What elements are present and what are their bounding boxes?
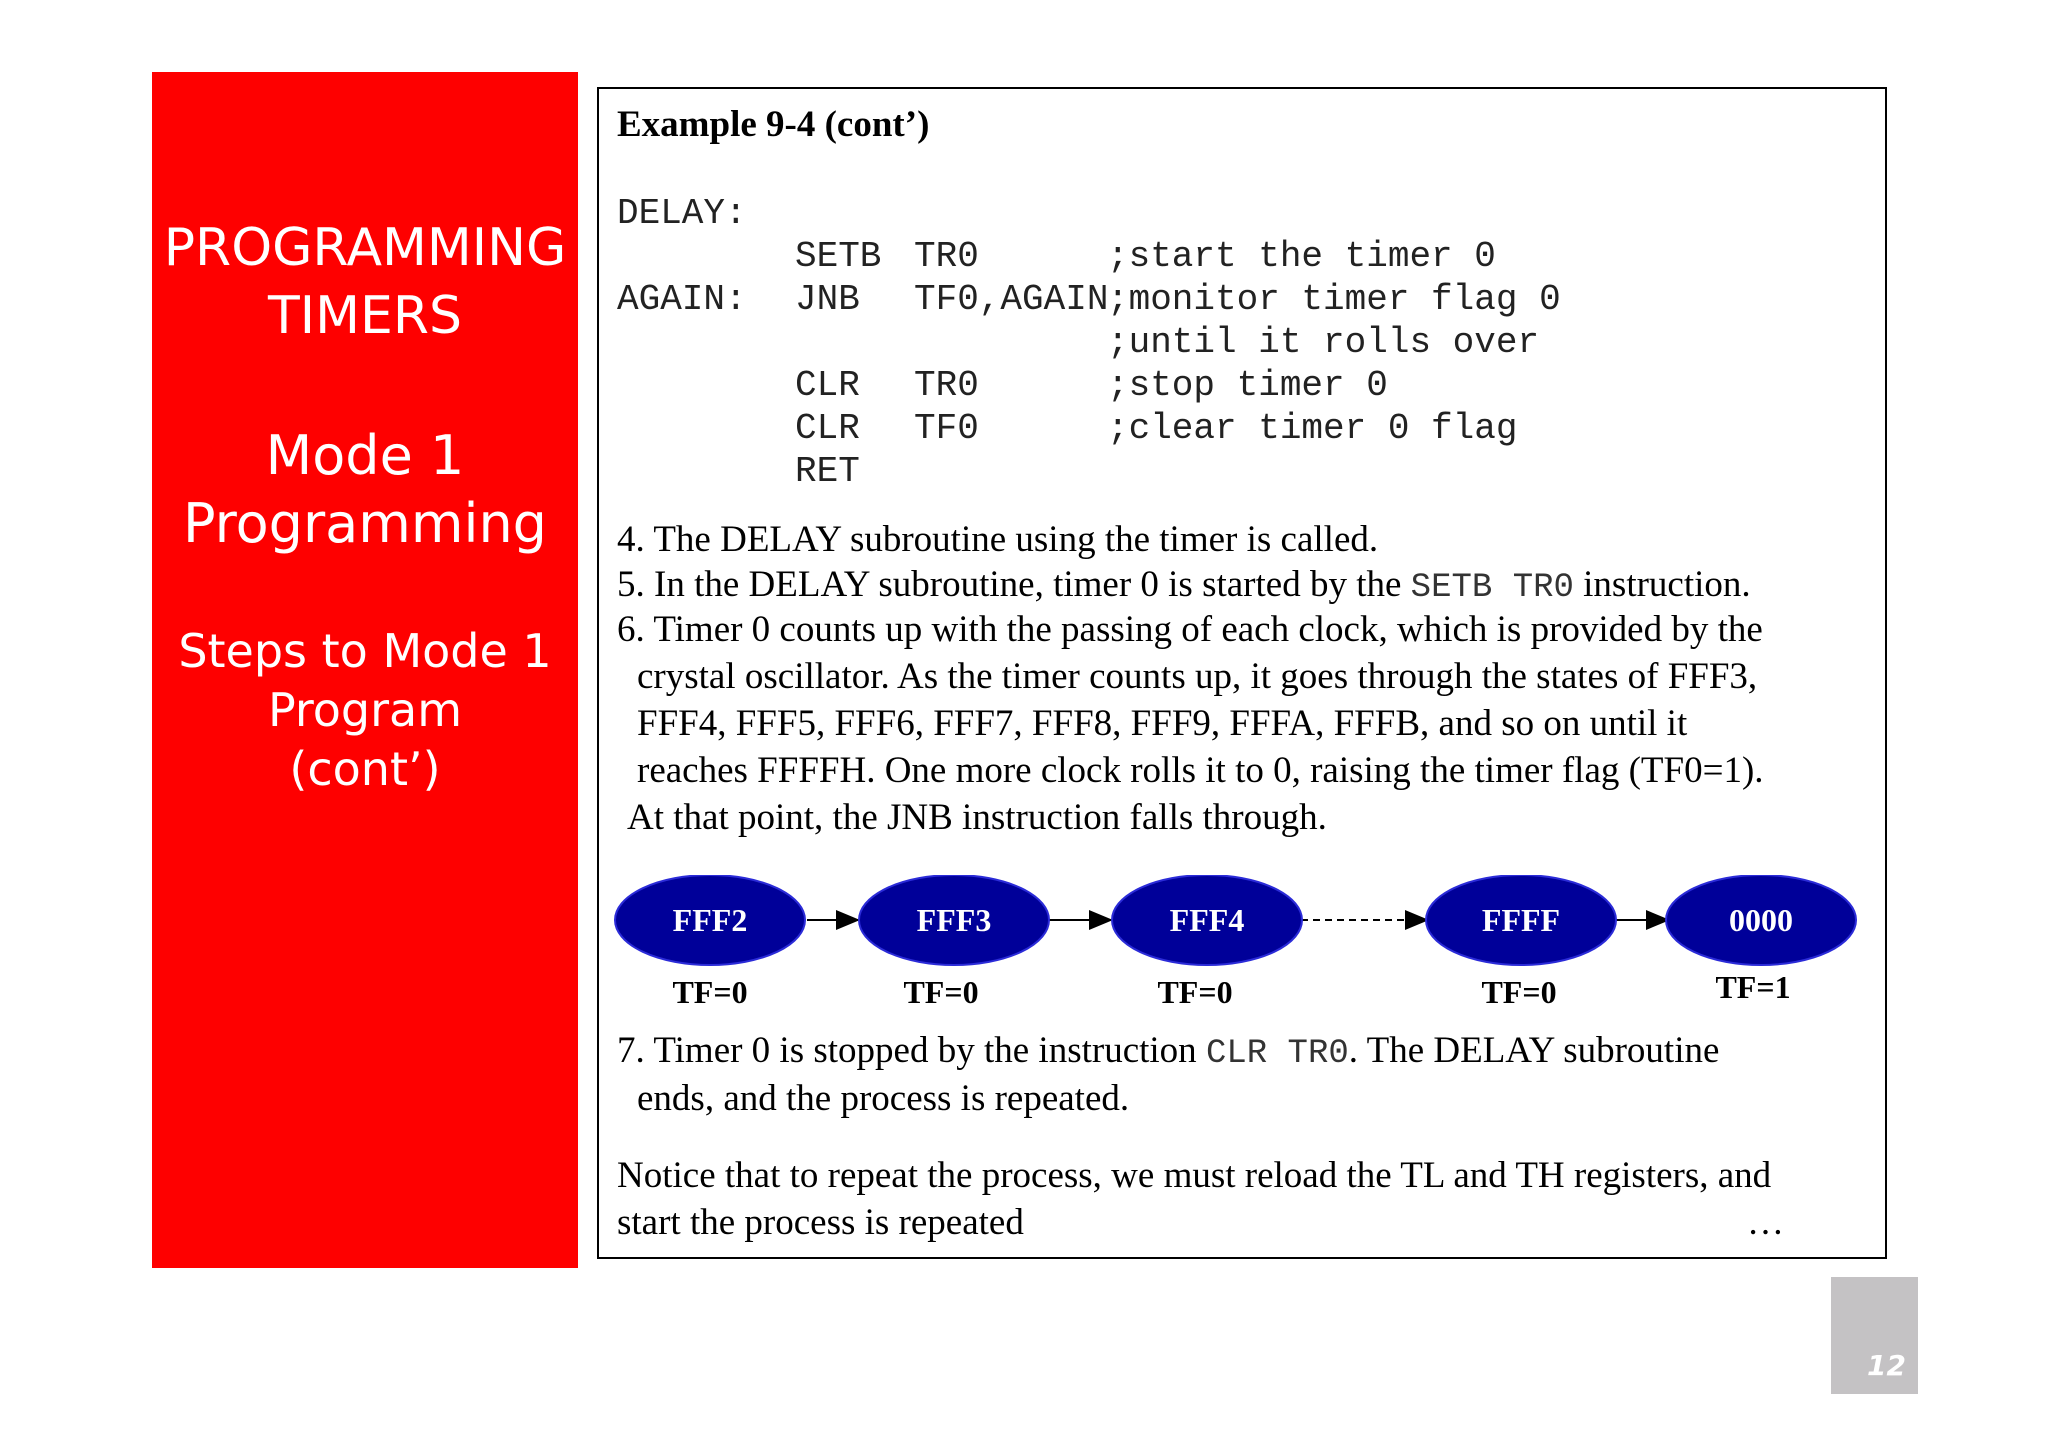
code-line <box>617 192 1897 235</box>
sidebar <box>152 72 578 1268</box>
sidebar-section <box>152 622 578 799</box>
content-box <box>597 87 1887 1259</box>
code-args: TR0 <box>914 236 979 277</box>
state-label: FFF4 <box>1169 902 1245 938</box>
step-5-code: SETB TR0 <box>1410 569 1574 607</box>
state-node <box>1112 875 1302 1010</box>
step-7-text-end: . The DELAY subroutine <box>1348 1030 1720 1071</box>
code-args: TF0,AGAIN <box>914 279 1109 320</box>
code-op: SETB <box>795 236 882 277</box>
code-comment: ;start the timer 0 <box>1107 236 1496 277</box>
timer-state-diagram <box>611 875 1881 1025</box>
code-op: RET <box>795 451 860 492</box>
sidebar-title <box>152 214 578 350</box>
step-7-text: 7. Timer 0 is stopped by the instruction <box>617 1030 1206 1071</box>
step-6-line: crystal oscillator. As the timer counts up, it goes through the states of FFF3, <box>637 656 1758 697</box>
flag-label: TF=0 <box>1481 974 1557 1010</box>
code-line <box>617 321 1897 364</box>
step-5 <box>617 561 1751 612</box>
sidebar-subtitle-line: Mode 1 <box>265 424 465 487</box>
ellipsis: … <box>1747 1202 1784 1243</box>
code-op: JNB <box>795 279 860 320</box>
flag-label: TF=0 <box>903 974 979 1010</box>
code-args: TF0 <box>914 408 979 449</box>
code-comment: ;stop timer 0 <box>1107 365 1388 406</box>
code-line <box>617 450 1897 493</box>
code-line <box>617 235 1897 278</box>
code-label: AGAIN: <box>617 279 747 320</box>
sidebar-subtitle <box>152 422 578 558</box>
step-5-text-end: instruction. <box>1573 564 1751 605</box>
code-comment: ;clear timer 0 flag <box>1107 408 1518 449</box>
state-node <box>1426 875 1616 1010</box>
code-comment: ;until it rolls over <box>1107 322 1540 363</box>
state-label: FFF3 <box>916 902 992 938</box>
example-title: Example 9-4 (cont’) <box>617 104 930 145</box>
notice-line: start the process is repeated <box>617 1202 1024 1243</box>
notice-line: Notice that to repeat the process, we must reload the TL and TH registers, and <box>617 1155 1772 1196</box>
code-op: CLR <box>795 408 860 449</box>
flag-label: TF=0 <box>1157 974 1233 1010</box>
sidebar-title-line: PROGRAMMING <box>163 218 567 278</box>
step-6-line: FFF4, FFF5, FFF6, FFF7, FFF8, FFF9, FFFA, FFFB, and so on until it <box>637 703 1688 744</box>
step-6-line: At that point, the JNB instruction falls through. <box>627 797 1327 838</box>
state-node <box>859 875 1049 1010</box>
code-block <box>617 192 1877 493</box>
step-7-line: ends, and the process is repeated. <box>637 1078 1130 1119</box>
step-7-code: CLR TR0 <box>1205 1035 1349 1073</box>
step-4: 4. The DELAY subroutine using the timer is called. <box>617 519 1379 560</box>
sidebar-section-line: Steps to Mode 1 <box>178 624 552 678</box>
code-line <box>617 364 1897 407</box>
state-label: 0000 <box>1729 902 1793 938</box>
code-line <box>617 278 1897 321</box>
sidebar-title-line: TIMERS <box>268 286 462 346</box>
sidebar-subtitle-line: Programming <box>183 492 547 555</box>
step-6-line: reaches FFFFH. One more clock rolls it to 0, raising the timer flag (TF0=1). <box>637 750 1764 791</box>
state-label: FFF2 <box>672 902 748 938</box>
step-6-line: 6. Timer 0 counts up with the passing of each clock, which is provided by the <box>617 609 1763 650</box>
step-7 <box>617 1027 1719 1078</box>
code-op: CLR <box>795 365 860 406</box>
state-label: FFFF <box>1481 902 1561 938</box>
sidebar-section-line: (cont’) <box>289 742 441 796</box>
code-args: TR0 <box>914 365 979 406</box>
state-node <box>615 875 805 1010</box>
code-line <box>617 407 1897 450</box>
page-number: 12 <box>1831 1277 1918 1394</box>
sidebar-section-line: Program <box>267 683 463 737</box>
flag-label: TF=1 <box>1715 969 1791 1005</box>
step-5-text: 5. In the DELAY subroutine, timer 0 is started by the <box>617 564 1411 605</box>
state-node <box>1666 875 1856 1005</box>
flag-label: TF=0 <box>672 974 748 1010</box>
code-label: DELAY: <box>617 193 747 234</box>
code-comment: ;monitor timer flag 0 <box>1107 279 1561 320</box>
